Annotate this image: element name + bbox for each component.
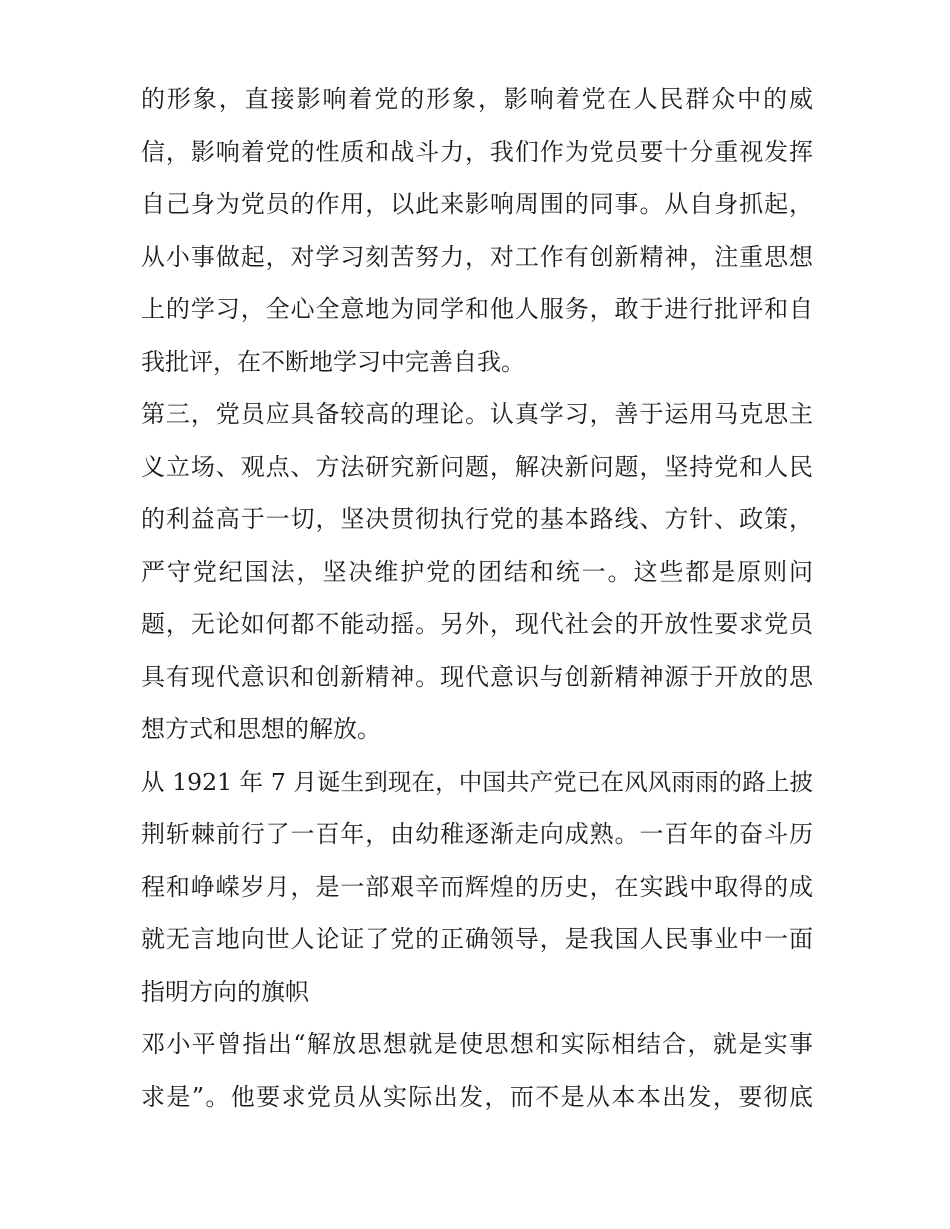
text-line: 邓小平曾指出“解放思想就是使思想和实际相结合，就是实事 [141, 1030, 813, 1058]
text-line: 荆斩棘前行了一百年，由幼稚逐渐走向成熟。一百年的奋斗历 [141, 820, 813, 848]
text-line: 想方式和思想的解放。 [141, 715, 381, 743]
text-line: 程和峥嵘岁月，是一部艰辛而辉煌的历史，在实践中取得的成 [141, 872, 813, 901]
text-line: 上的学习，全心全意地为同学和他人服务，敢于进行批评和自 [141, 295, 813, 323]
text-line: 题，无论如何都不能动摇。另外，现代社会的开放性要求党员 [141, 610, 813, 638]
document-body [141, 73, 813, 1123]
text-line: 严守党纪国法，坚决维护党的团结和统一。这些都是原则问 [141, 557, 813, 586]
text-line: 的形象，直接影响着党的形象，影响着党在人民群众中的威 [141, 85, 813, 113]
text-line: 第三，党员应具备较高的理论。认真学习，善于运用马克思主 [141, 400, 813, 428]
text-line: 的利益高于一切，坚决贯彻执行党的基本路线、方针、政策， [141, 505, 813, 533]
text-line: 指明方向的旗帜 [141, 977, 309, 1006]
text-line: 求是”。他要求党员从实际出发，而不是从本本出发，要彻底 [141, 1082, 813, 1111]
text-line: 我批评，在不断地学习中完善自我。 [141, 347, 525, 376]
text-line: 就无言地向世人论证了党的正确领导，是我国人民事业中一面 [141, 925, 813, 953]
text-line: 从小事做起，对学习刻苦努力，对工作有创新精神，注重思想 [141, 242, 813, 271]
text-line: 从 1921 年 7 月诞生到现在，中国共产党已在风风雨雨的路上披 [141, 767, 813, 796]
text-line: 义立场、观点、方法研究新问题，解决新问题，坚持党和人民 [141, 452, 813, 481]
text-line: 具有现代意识和创新精神。现代意识与创新精神源于开放的思 [141, 662, 813, 691]
text-line: 信，影响着党的性质和战斗力，我们作为党员要十分重视发挥 [141, 137, 813, 166]
text-line: 自己身为党员的作用，以此来影响周围的同事。从自身抓起， [141, 190, 813, 218]
